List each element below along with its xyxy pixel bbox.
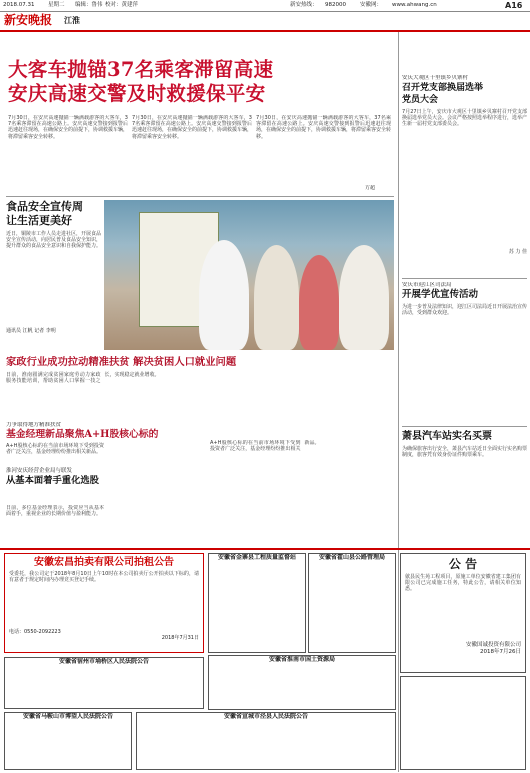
- food-safety-title-2: 让生活更美好: [6, 214, 72, 227]
- food-safety-article: [6, 200, 101, 350]
- auction-contact: 电话：0550-2092223: [9, 629, 61, 635]
- selection-kicker: 淮河安庆经营企业局与联发: [6, 467, 73, 474]
- auction-title: 安徽宏昌拍卖有限公司拍租公告: [34, 557, 174, 568]
- divider: [402, 278, 527, 279]
- gonggao-issuer: 安徽国诚投资有限公司: [465, 642, 521, 648]
- auction-body: 受委托，我公司定于2018年8月10日上午10时在本公司拍卖厅公开拍卖以下标的，请有意者于规定时间内办理竞买登记手续。: [9, 571, 199, 584]
- lead-body-col3: 7月30日，在安庆高速抛锚一辆满载游客的大客车，37名乘客滞留在高速公路上。安庆高速交警接到报警后迅速赶往现场，在确保安全的前提下，协调救援车辆，将滞留乘客安全转移。: [256, 115, 391, 140]
- issue-date: 2018.07.31: [3, 2, 35, 8]
- automobile-body: 为确保旅客出行安全，萧县汽车站近日全面实行实名购票制度，旅客凭有效身份证件购票乘车。: [402, 446, 527, 459]
- notice-title: 安徽省霍山县公路管理局: [318, 554, 385, 561]
- gonggao-notice: [400, 553, 526, 673]
- person-figure: [339, 245, 389, 350]
- fund-article: [6, 422, 206, 502]
- court-notice: [4, 712, 132, 770]
- party-body: 7月27日上午，安庆市大观区十里镇乡贝寨村召开党支部换届选举党员大会。会议严格按照选举程序进行，选举产生新一届村党支部委员会。: [402, 108, 527, 128]
- court-notice-title: 安徽省宣城市泾县人民法院公告: [223, 713, 308, 720]
- poverty-body: 日前，淮南圆满完成贫困家庭劳动力家政服务技能培训，帮助贫困人口掌握一技之长，实现稳定就业增收。: [6, 372, 160, 385]
- ad-notice: [400, 676, 526, 770]
- lead-body-col1: 7月30日，在安庆高速抛锚一辆满载游客的大客车，37名乘客滞留在高速公路上。安庆高速交警接到报警后迅速赶往现场，在确保安全的前提下，协调救援车辆，将滞留乘客安全转移。: [8, 115, 128, 140]
- site-url: www.ahwang.cn: [392, 2, 437, 8]
- hotline-label: 新安热线：: [290, 2, 318, 8]
- notice-title: 安徽省金寨县工程质量监督站: [217, 554, 296, 561]
- automobile-article: [402, 430, 527, 545]
- activities-kicker: 安庆市迎江区司法局: [402, 282, 452, 288]
- gonggao-body: 歙县民生苑工程项目，原施工单位安徽省建工集团有限公司已完成施工任务，特此公告，请相关单位知悉。: [405, 574, 521, 593]
- column-divider: [398, 32, 399, 772]
- gonggao-title: 公 告: [448, 557, 478, 571]
- fund-body-right: A+H股核心标的在当前市场环境下受到投资者广泛关注，基金经理纷纷推出相关新品。: [210, 440, 320, 453]
- proofreader: 校对：黄建萍: [105, 2, 139, 8]
- activities-title: 开展学优宣传活动: [402, 288, 479, 300]
- lead-author: 方超: [365, 185, 376, 191]
- person-figure: [199, 240, 249, 350]
- child-figure: [299, 255, 339, 350]
- notice-title: 安徽省淮南市国土资源局: [268, 656, 335, 663]
- court-notice: [136, 712, 396, 770]
- site-label: 安徽网：: [360, 2, 383, 8]
- ad-notice: [208, 655, 396, 710]
- editor: 编辑：鲁伟: [75, 2, 103, 8]
- activities-body: 为进一步普及法律知识，迎江区司法局近日开展法治宣传活动，受到群众欢迎。: [402, 303, 527, 317]
- ad-notice: [308, 553, 396, 653]
- section-name: 江淮: [64, 16, 80, 25]
- divider: [402, 426, 527, 427]
- activities-article: [402, 282, 527, 422]
- ads-rule: [0, 548, 530, 550]
- party-kicker: 安庆大观区十里镇乡贝寨村: [402, 75, 469, 81]
- divider: [6, 196, 394, 197]
- masthead-bar: [0, 0, 530, 12]
- lead-headline-line2: 安庆高速交警及时救援保平安: [8, 82, 266, 105]
- court-notice: [4, 657, 204, 709]
- page-number: A16: [505, 1, 523, 10]
- fund-headline: 基金经理新品聚焦A+H股核心标的: [6, 428, 159, 440]
- person-figure: [254, 245, 299, 350]
- selection-headline: 从基本面着手重化选股: [6, 474, 99, 486]
- food-safety-title-1: 食品安全宣传周: [6, 200, 83, 213]
- party-author: 苏 力 佳: [508, 248, 527, 255]
- food-safety-body: 近日，铜陵市工作人员走进社区，开展食品安全宣传活动，向居民普及食品安全知识，提升群众的食品安全意识和自我保护能力。: [6, 231, 101, 250]
- selection-body: 日前，多位基金经理表示，投资应当从基本面着手，重视企业的长期价值与盈利能力。: [6, 505, 104, 518]
- court-notice-title: 安徽省马鞍山市博望人民法院公告: [22, 713, 113, 720]
- fund-kicker: 力争取得地方精准扶贫: [6, 422, 62, 428]
- gonggao-date: 2018年7月26日: [480, 648, 521, 655]
- auction-date: 2018年7月31日: [161, 635, 199, 642]
- fund-body: A+H股核心标的在当前市场环境下受到投资者广泛关注，基金经理纷纷推出相关新品。: [6, 442, 104, 456]
- party-article: [402, 75, 527, 265]
- newspaper-logo: 新安晚报: [4, 13, 53, 27]
- party-title-2: 党员大会: [402, 94, 439, 105]
- lead-headline-line1: 大客车抛锚37名乘客滞留高速: [8, 58, 274, 81]
- news-photo: [104, 200, 394, 350]
- auction-notice: [4, 553, 204, 653]
- weekday: 星期二: [48, 2, 65, 8]
- food-safety-author: 通讯员 江帆 记者 李明: [6, 328, 56, 334]
- hotline-number: 982000: [325, 2, 346, 8]
- poverty-article: [6, 356, 396, 418]
- header-rule: [0, 30, 530, 32]
- ad-notice: [208, 553, 306, 653]
- lead-headline: [8, 58, 393, 110]
- lead-body-col2: 7月30日，在安庆高速抛锚一辆满载游客的大客车，37名乘客滞留在高速公路上。安庆高速交警接到报警后迅速赶往现场，在确保安全的前提下，协调救援车辆，将滞留乘客安全转移。: [132, 115, 252, 140]
- party-title-1: 召开党支部换届选举: [402, 82, 484, 93]
- poverty-headline: 家政行业成功拉动精准扶贫 解决贫困人口就业问题: [6, 356, 237, 368]
- automobile-title: 萧县汽车站实名买票: [402, 431, 492, 442]
- court-notice-title: 安徽省宿州市埇桥区人民法院公告: [58, 658, 149, 665]
